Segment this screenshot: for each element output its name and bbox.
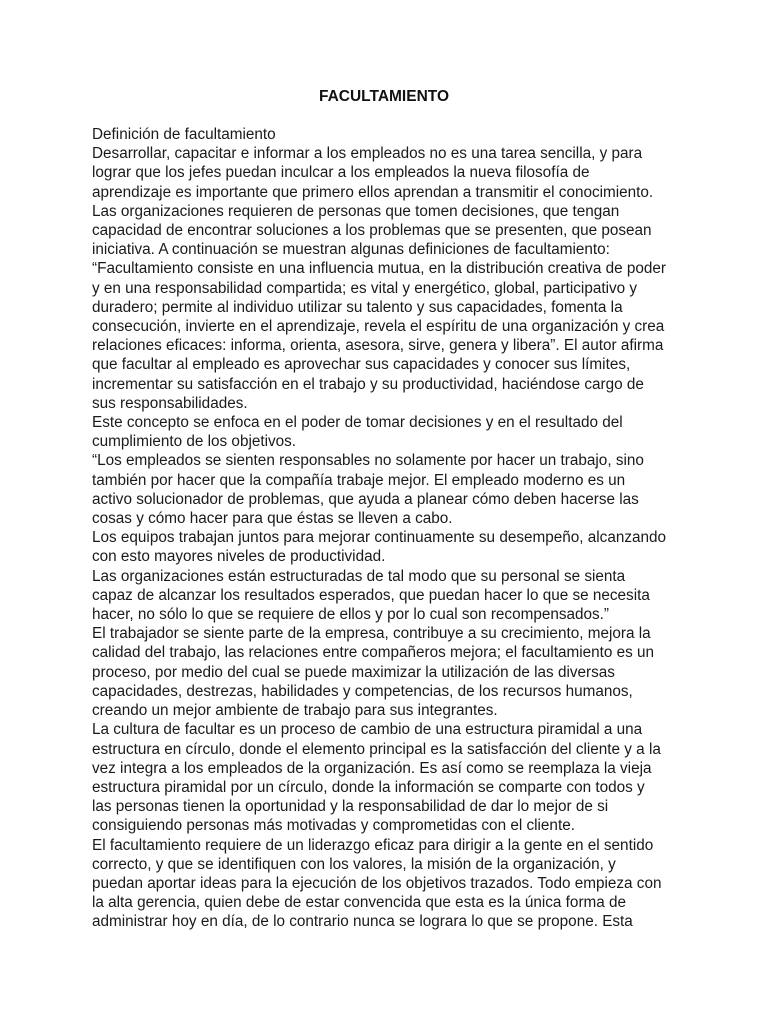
paragraph (92, 451, 692, 528)
text-line: El facultamiento requiere de un liderazgo eficaz para dirigir a la gente en el sentido (92, 836, 654, 854)
document-body (92, 125, 692, 932)
text-line: capacidades, destrezas, habilidades y competencias, de los recursos humanos, (92, 682, 633, 700)
text-line: relaciones eficaces: informa, orienta, asesora, sirve, genera y libera”. El autor afirma (92, 337, 664, 355)
text-line: consiguiendo personas más motivadas y comprometidas con el cliente. (92, 817, 575, 835)
text-line: sus responsabilidades. (92, 394, 248, 412)
text-line: aprendizaje es importante que primero ellos aprendan a transmitir el conocimiento. (92, 183, 654, 201)
text-line: calidad del trabajo, las relaciones entre compañeros mejora; el facultamiento es un (92, 644, 655, 662)
text-line: Este concepto se enfoca en el poder de tomar decisiones y en el resultado del (92, 414, 623, 432)
text-line: Las organizaciones requieren de personas que tomen decisiones, que tengan (92, 202, 620, 220)
text-line: las personas tienen la oportunidad y la responsabilidad de dar lo mejor de si (92, 798, 609, 816)
text-line: estructura en círculo, donde el elemento principal es la satisfacción del cliente y a la (92, 740, 661, 758)
paragraph (92, 528, 692, 566)
text-line: capaz de alcanzar los resultados esperados, que puedan hacer lo que se necesita (92, 586, 650, 604)
paragraph (92, 624, 692, 720)
text-line: “Los empleados se sienten responsables no solamente por hacer un trabajo, sino (92, 452, 644, 470)
text-line: creando un mejor ambiente de trabajo para sus integrantes. (92, 702, 498, 720)
paragraph (92, 125, 692, 144)
text-line: Las organizaciones están estructuradas de tal modo que su personal se sienta (92, 567, 626, 585)
text-line: Los equipos trabajan juntos para mejorar continuamente su desempeño, alcanzando (92, 529, 667, 547)
text-line: incrementar su satisfacción en el trabajo y su productividad, haciéndose cargo de (92, 375, 644, 393)
text-line: cosas y cómo hacer para que éstas se lleven a cabo. (92, 510, 453, 528)
text-line: que facultar al empleado es aprovechar sus capacidades y conocer sus límites, (92, 356, 631, 374)
text-line: lograr que los jefes puedan inculcar a los empleados la nueva filosofía de (92, 164, 590, 182)
paragraph (92, 202, 692, 260)
paragraph (92, 720, 692, 835)
text-line: capacidad de encontrar soluciones a los problemas que se presenten, que posean (92, 222, 652, 240)
text-line: Definición de facultamiento (92, 126, 276, 143)
paragraph (92, 144, 692, 202)
text-line: activo solucionador de problemas, que ayuda a planear cómo deben hacerse las (92, 490, 639, 508)
text-line: vez integra a los empleados de la organización. Es así como se reemplaza la vieja (92, 759, 652, 777)
text-line: estructura piramidal por un círculo, donde la información se comparte con todos y (92, 778, 645, 796)
text-line: también por hacer que la compañía trabaje mejor. El empleado moderno es un (92, 471, 626, 489)
text-line: Desarrollar, capacitar e informar a los empleados no es una tarea sencilla, y para (92, 145, 643, 163)
text-line: “Facultamiento consiste en una influencia mutua, en la distribución creativa de poder (92, 260, 666, 278)
text-line: administrar hoy en día, de lo contrario nunca se lograra lo que se propone. Esta (92, 913, 633, 931)
text-line: y en una responsabilidad compartida; es vital y energético, global, participativo y (92, 279, 638, 297)
text-line: proceso, por medio del cual se puede maximizar la utilización de las diversas (92, 663, 615, 681)
document-title: FACULTAMIENTO (318, 88, 450, 105)
paragraph (92, 259, 692, 413)
paragraph (92, 836, 692, 932)
text-line: duradero; permite al individuo utilizar su talento y sus capacidades, fomenta la (92, 298, 623, 316)
text-line: consecución, invierte en el aprendizaje, revela el espíritu de una organización y crea (92, 318, 665, 336)
text-line: correcto, y que se identifiquen con los valores, la misión de la organización, y (92, 855, 616, 873)
text-line: hacer, no sólo lo que se requiere de ellos y por lo cual son recompensados.” (92, 606, 610, 624)
text-line: El trabajador se siente parte de la empresa, contribuye a su crecimiento, mejora la (92, 625, 651, 643)
paragraph (92, 567, 692, 625)
text-line: iniciativa. A continuación se muestran algunas definiciones de facultamiento: (92, 241, 610, 259)
text-line: con esto mayores niveles de productividad. (92, 548, 386, 566)
text-line: la alta gerencia, quien debe de estar convencida que esta es la única forma de (92, 894, 627, 912)
text-line: La cultura de facultar es un proceso de cambio de una estructura piramidal a una (92, 721, 643, 739)
paragraph (92, 413, 692, 451)
text-line: puedan aportar ideas para la ejecución de los objetivos trazados. Todo empieza con (92, 874, 662, 892)
text-line: cumplimiento de los objetivos. (92, 433, 297, 451)
